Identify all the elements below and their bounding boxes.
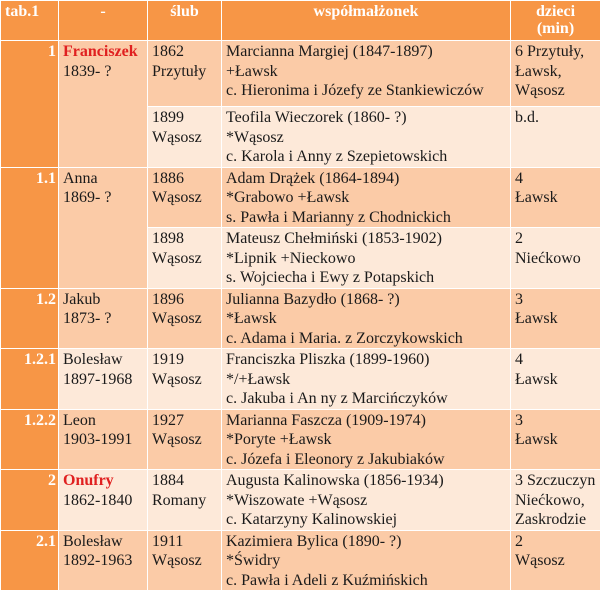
spouse-name: Augusta Kalinowska (1856-1934) xyxy=(226,471,506,491)
children-line: Ławsk, xyxy=(515,62,596,82)
spouse-parents: c. Karola i Anny z Szepietowskich xyxy=(226,147,506,167)
header-children-label: dzieci xyxy=(515,3,596,20)
children-cell xyxy=(511,41,600,107)
spouse-cell xyxy=(222,107,511,168)
person-years: 1862-1840 xyxy=(63,491,143,511)
marriage-year: 1886 xyxy=(152,169,217,189)
person-years: 1903-1991 xyxy=(63,430,143,450)
marriage-cell xyxy=(148,349,222,410)
children-line: Ławsk xyxy=(515,188,596,208)
marriage-year: 1898 xyxy=(152,229,217,249)
person-name: Anna xyxy=(63,169,143,189)
table-row xyxy=(1,530,600,591)
spouse-places: *Świdry xyxy=(226,551,506,571)
spouse-places: *Grabowo +Ławsk xyxy=(226,188,506,208)
person-cell xyxy=(59,530,148,591)
spouse-cell xyxy=(222,470,511,531)
spouse-cell xyxy=(222,288,511,349)
person-name: Bolesław xyxy=(63,350,143,370)
spouse-name: Mateusz Chełmiński (1853-1902) xyxy=(226,229,506,249)
spouse-cell xyxy=(222,41,511,107)
person-years: 1892-1963 xyxy=(63,551,143,571)
marriage-year: 1899 xyxy=(152,108,217,128)
marriage-year: 1911 xyxy=(152,532,217,552)
children-cell xyxy=(511,530,600,591)
spouse-places: *Wiszowate +Wąsosz xyxy=(226,491,506,511)
marriage-place: Wąsosz xyxy=(152,430,217,450)
children-line: 3 xyxy=(515,411,596,431)
header-marriage: ślub xyxy=(148,1,222,41)
person-cell xyxy=(59,470,148,531)
children-line: 3 xyxy=(515,290,596,310)
marriage-place: Wąsosz xyxy=(152,128,217,148)
marriage-place: Wąsosz xyxy=(152,188,217,208)
children-line: Niećkowo xyxy=(515,249,596,269)
person-name: Leon xyxy=(63,411,143,431)
marriage-cell xyxy=(148,228,222,289)
spouse-parents: s. Wojciecha i Ewy z Potapskich xyxy=(226,268,506,288)
person-years: 1839- ? xyxy=(63,62,143,82)
marriage-cell xyxy=(148,409,222,470)
children-line: 2 xyxy=(515,229,596,249)
tab-number: 1.2.2 xyxy=(1,409,59,470)
marriage-cell xyxy=(148,41,222,107)
header-spouse: współmałżonek xyxy=(222,1,511,41)
children-line: 6 Przytuły, xyxy=(515,42,596,62)
spouse-parents: c. Hieronima i Józefy ze Stankiewiczów xyxy=(226,81,506,101)
spouse-cell xyxy=(222,349,511,410)
spouse-parents: c. Katarzyny Kalinowskiej xyxy=(226,510,506,530)
spouse-name: Franciszka Pliszka (1899-1960) xyxy=(226,350,506,370)
children-cell xyxy=(511,167,600,228)
table-row xyxy=(1,349,600,410)
spouse-name: Teofila Wieczorek (1860- ?) xyxy=(226,108,506,128)
spouse-parents: c. Józefa i Eleonory z Jakubiaków xyxy=(226,450,506,470)
marriage-cell xyxy=(148,470,222,531)
marriage-place: Wąsosz xyxy=(152,249,217,269)
header-children-note: (min) xyxy=(515,20,596,37)
marriage-place: Wąsosz xyxy=(152,370,217,390)
table-row xyxy=(1,470,600,531)
spouse-name: Julianna Bazydło (1868- ?) xyxy=(226,290,506,310)
spouse-cell xyxy=(222,167,511,228)
table-row xyxy=(1,167,600,228)
children-line: 4 xyxy=(515,169,596,189)
children-line: Ławsk xyxy=(515,370,596,390)
tab-number: 1.2 xyxy=(1,288,59,349)
header-name: - xyxy=(59,1,148,41)
person-years: 1873- ? xyxy=(63,309,143,329)
spouse-name: Marcianna Margiej (1847-1897) xyxy=(226,42,506,62)
person-cell xyxy=(59,349,148,410)
person-cell xyxy=(59,288,148,349)
header-row xyxy=(1,1,600,41)
marriage-cell xyxy=(148,530,222,591)
children-cell xyxy=(511,228,600,289)
marriage-place: Wąsosz xyxy=(152,551,217,571)
spouse-cell xyxy=(222,530,511,591)
tab-number: 1.1 xyxy=(1,167,59,288)
spouse-parents: c. Pawła i Adeli z Kuźmińskich xyxy=(226,571,506,591)
children-line: 4 xyxy=(515,350,596,370)
children-cell xyxy=(511,349,600,410)
spouse-places: *Ławsk xyxy=(226,309,506,329)
spouse-name: Marianna Faszcza (1909-1974) xyxy=(226,411,506,431)
person-cell xyxy=(59,409,148,470)
person-cell xyxy=(59,41,148,168)
person-years: 1897-1968 xyxy=(63,370,143,390)
person-name: Bolesław xyxy=(63,532,143,552)
tab-number: 1.2.1 xyxy=(1,349,59,410)
spouse-places: *Poryte +Ławsk xyxy=(226,430,506,450)
spouse-parents: c. Adama i Maria. z Zorczykowskich xyxy=(226,329,506,349)
spouse-cell xyxy=(222,228,511,289)
person-cell xyxy=(59,167,148,288)
marriage-year: 1896 xyxy=(152,290,217,310)
marriage-place: Wąsosz xyxy=(152,309,217,329)
table-row xyxy=(1,409,600,470)
person-years: 1869- ? xyxy=(63,188,143,208)
tab-number: 2.1 xyxy=(1,530,59,591)
marriage-cell xyxy=(148,288,222,349)
marriage-year: 1927 xyxy=(152,411,217,431)
spouse-places: +Ławsk xyxy=(226,62,506,82)
spouse-parents: c. Jakuba i An ny z Marcińczyków xyxy=(226,389,506,409)
marriage-place: Przytuły xyxy=(152,62,217,82)
marriage-cell xyxy=(148,107,222,168)
tab-number: 1 xyxy=(1,41,59,168)
table-row xyxy=(1,41,600,107)
header-children xyxy=(511,1,600,41)
children-line: Ławsk xyxy=(515,309,596,329)
spouse-cell xyxy=(222,409,511,470)
children-line: Zaskrodzie xyxy=(515,510,596,530)
children-line: Wąsosz xyxy=(515,81,596,101)
spouse-places: *Lipnik +Nieckowo xyxy=(226,249,506,269)
spouse-name: Adam Drążek (1864-1894) xyxy=(226,169,506,189)
children-cell xyxy=(511,470,600,531)
spouse-places: */+Ławsk xyxy=(226,370,506,390)
children-line: 2 xyxy=(515,532,596,552)
marriage-year: 1862 xyxy=(152,42,217,62)
spouse-places: *Wąsosz xyxy=(226,128,506,148)
person-name: Franciszek xyxy=(63,42,143,62)
children-cell xyxy=(511,409,600,470)
children-line: Wąsosz xyxy=(515,551,596,571)
tab-number: 2 xyxy=(1,470,59,531)
marriage-place: Romany xyxy=(152,491,217,511)
table-row xyxy=(1,288,600,349)
children-line: b.d. xyxy=(515,108,596,128)
spouse-name: Kazimiera Bylica (1890- ?) xyxy=(226,532,506,552)
children-line: Niećkowo, xyxy=(515,491,596,511)
marriage-year: 1919 xyxy=(152,350,217,370)
children-line: 3 Szczuczyn xyxy=(515,471,596,491)
children-cell xyxy=(511,288,600,349)
spouse-parents: s. Pawła i Marianny z Chodnickich xyxy=(226,208,506,228)
person-name: Jakub xyxy=(63,290,143,310)
children-cell xyxy=(511,107,600,168)
marriage-cell xyxy=(148,167,222,228)
children-line: Ławsk xyxy=(515,430,596,450)
person-name: Onufry xyxy=(63,471,143,491)
marriage-year: 1884 xyxy=(152,471,217,491)
header-tab: tab.1 xyxy=(1,1,59,41)
